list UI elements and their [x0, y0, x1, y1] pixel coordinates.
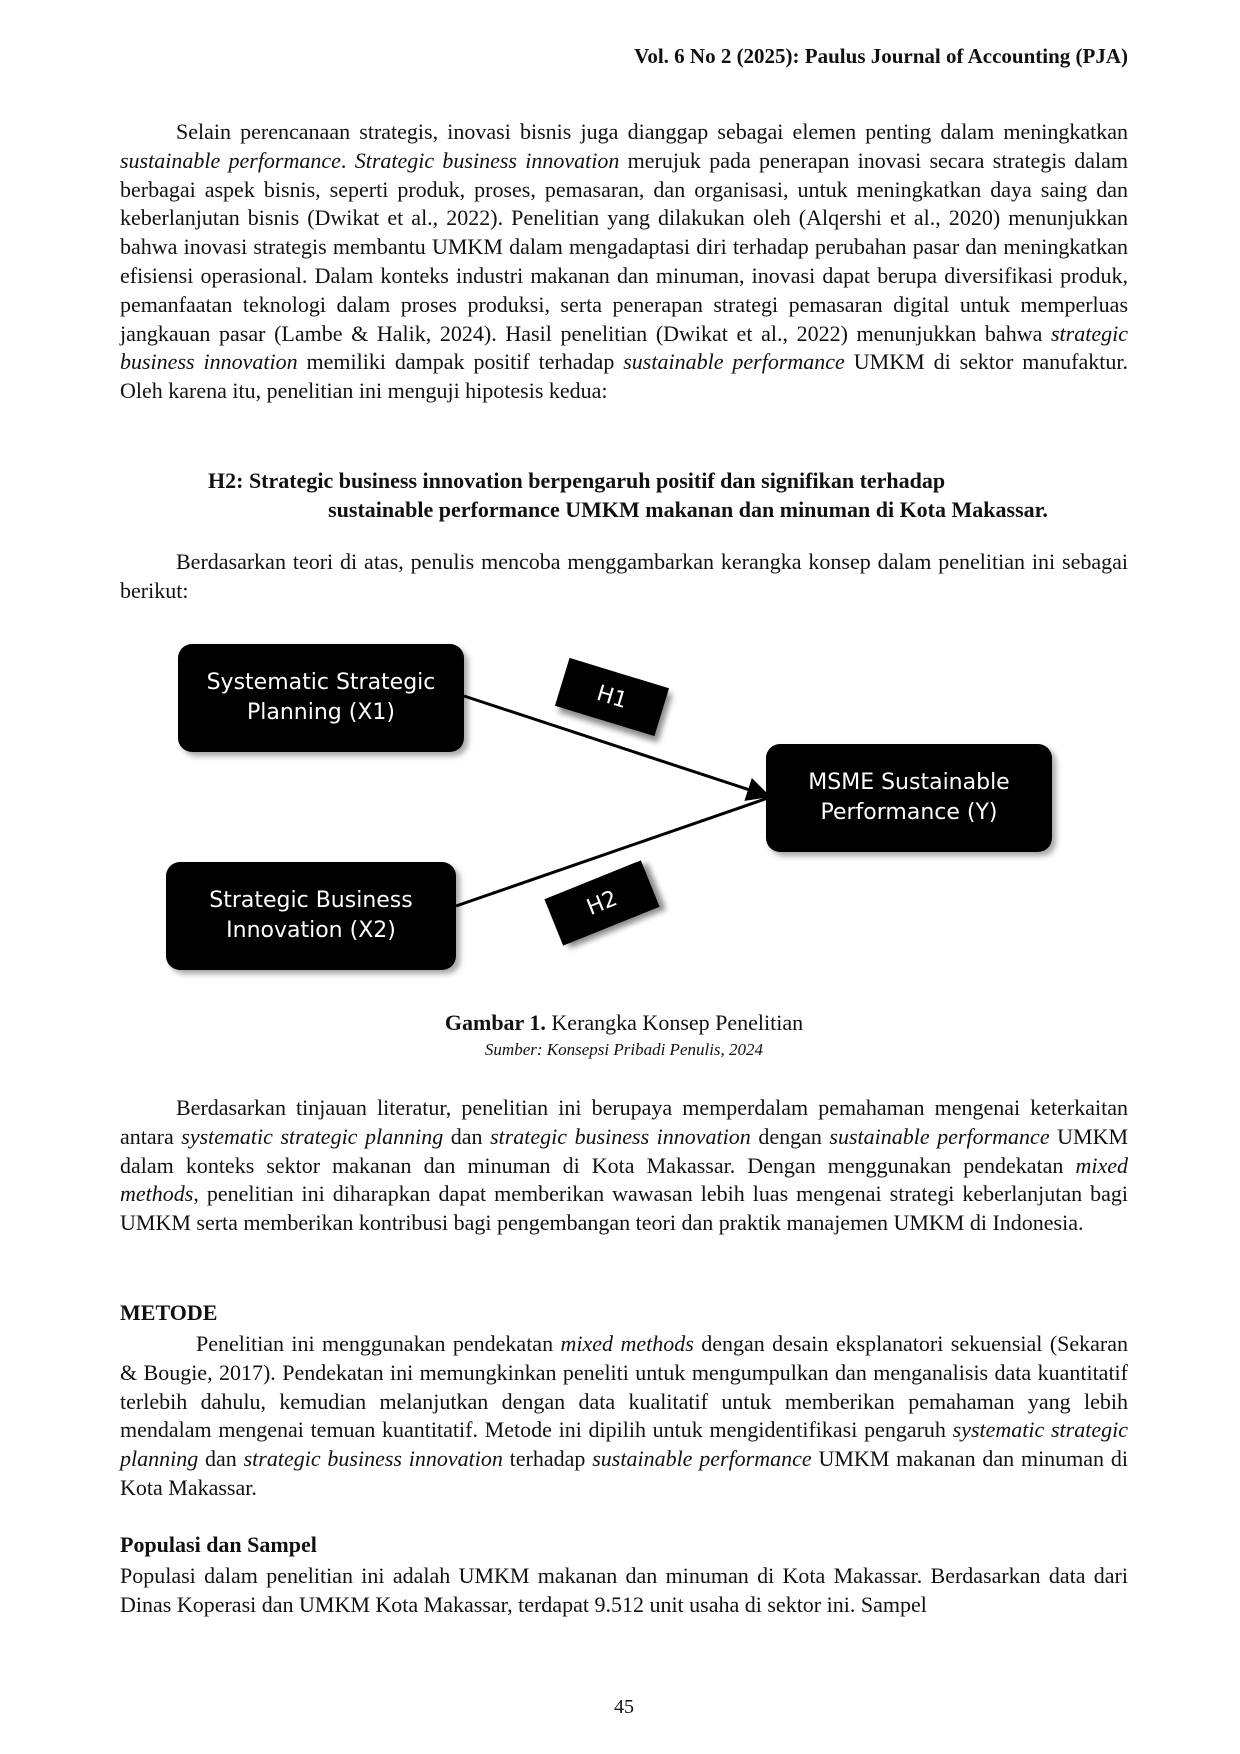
- text-run: UMKM di sektor manufaktur. Oleh karena itu, penelitian ini menguji hipotesis kedua:: [120, 349, 1128, 404]
- paragraph-framework-intro: [120, 548, 1128, 606]
- box-x1-label: Systematic Strategic Planning (X1): [206, 670, 436, 725]
- box-x2-label: Strategic Business Innovation (X2): [209, 888, 413, 943]
- italic-term: strategic business innovation: [490, 1123, 751, 1149]
- conceptual-framework-diagram: [120, 626, 1128, 986]
- italic-term: sustainable performance: [829, 1123, 1050, 1149]
- italic-term: systematic strategic planning: [181, 1123, 444, 1149]
- text-run: , penelitian ini diharapkan dapat memberikan wawasan lebih luas mengenai strategi keberlanjutan bagi UMKM serta memberikan kontribusi bagi pengembangan teori dan praktik manajemen UMKM di Indonesia.: [120, 1181, 1128, 1236]
- paragraph-metode: [120, 1330, 1128, 1503]
- text-run: Selain perencanaan strategis, inovasi bisnis juga dianggap sebagai elemen penting dalam meningkatkan: [176, 119, 1128, 144]
- paragraph-populasi: [120, 1562, 1128, 1620]
- paper-page: [120, 0, 1128, 1754]
- italic-term: Strategic business innovation: [354, 147, 620, 173]
- section-heading-populasi: Populasi dan Sampel: [120, 1532, 317, 1557]
- tag-h2: H2: [544, 860, 659, 945]
- text-run: memiliki dampak positif terhadap: [297, 349, 624, 375]
- text-run: dengan desain eksplanatori sekuensial (Sekaran & Bougie, 2017). Pendekatan ini memungkinkan peneliti untuk mengumpulkan dan menganalisis data kuantitatif terlebih dahulu, kemudian melanjutkan dengan data kualitatif untuk memberikan pemahaman yang lebih mendalam mengenai temuan kuantitatif. Metode ini dipilih untuk mengidentifikasi pengaruh: [120, 1331, 1129, 1443]
- text-run: .: [340, 147, 355, 173]
- box-x1: [178, 644, 464, 752]
- paragraph-text: [120, 1330, 1128, 1503]
- text-run: Berdasarkan tinjauan literatur, penelitian ini berupaya memperdalam pemahaman mengenai keterkaitan antara: [120, 1095, 1128, 1149]
- hypothesis-line-2: sustainable performance UMKM makanan dan minuman di Kota Makassar.: [328, 497, 1048, 522]
- hypothesis-h2: [208, 466, 1128, 524]
- text-run: UMKM makanan dan minuman di Kota Makassar.: [120, 1446, 1128, 1500]
- italic-term: mixed methods: [560, 1331, 694, 1356]
- text-run: Populasi dalam penelitian ini adalah UMKM makanan dan minuman di Kota Makassar. Berdasarkan data dari Dinas Koperasi dan UMKM Kota Makassar, terdapat 9.512 unit usaha di sektor ini. Sampel: [120, 1563, 1128, 1617]
- text-run: Berdasarkan teori di atas, penulis mencoba menggambarkan kerangka konsep dalam penelitian ini sebagai berikut:: [120, 549, 1128, 603]
- text-run: dan: [198, 1446, 244, 1472]
- hypothesis-line-1: H2: Strategic business innovation berpengaruh positif dan signifikan terhadap: [208, 468, 946, 493]
- italic-term: mixed methods: [120, 1152, 1128, 1207]
- text-run: dan: [443, 1123, 491, 1149]
- italic-term: sustainable performance: [592, 1446, 812, 1472]
- italic-term: sustainable performance: [120, 147, 341, 173]
- box-x2: [166, 862, 456, 970]
- caption-label: Gambar 1.: [444, 1010, 546, 1035]
- italic-term: sustainable performance: [623, 349, 845, 375]
- italic-term: strategic business innovation: [243, 1446, 503, 1472]
- paragraph-text: [120, 1094, 1128, 1238]
- section-heading-metode: METODE: [120, 1300, 218, 1325]
- italic-term: strategic business innovation: [120, 320, 1128, 375]
- page-number: 45: [614, 1696, 634, 1718]
- tag-h1: H1: [555, 658, 669, 736]
- paragraph-innovation: [120, 118, 1128, 406]
- paragraph-text: [120, 548, 1128, 606]
- box-y: [766, 744, 1052, 852]
- italic-term: systematic strategic planning: [120, 1417, 1128, 1472]
- paragraph-text: [120, 1562, 1128, 1620]
- text-run: UMKM dalam konteks sektor makanan dan minuman di Kota Makassar. Dengan menggunakan pendekatan: [120, 1123, 1129, 1178]
- figure-caption: [120, 1010, 1128, 1036]
- text-run: terhadap: [502, 1446, 593, 1472]
- text-run: dengan: [750, 1123, 830, 1149]
- text-run: Penelitian ini menggunakan pendekatan: [196, 1331, 561, 1356]
- paragraph-literature: [120, 1094, 1128, 1238]
- text-run: merujuk pada penerapan inovasi secara strategis dalam berbagai aspek bisnis, seperti produk, proses, pemasaran, dan organisasi, untuk meningkatkan daya saing dan keberlanjutan bisnis (Dwikat et al., 2022). Penelitian yang dilakukan oleh (Alqershi et al., 2020) menunjukkan bahwa inovasi strategis membantu UMKM dalam mengadaptasi diri terhadap perubahan pasar dan meningkatkan efisiensi operasional. Dalam konteks industri makanan dan minuman, inovasi dapat berupa diversifikasi produk, pemanfaatan teknologi dalam proses produksi, serta penerapan strategi pemasaran digital untuk memperluas jangkauan pasar (Lambe & Halik, 2024). Hasil penelitian (Dwikat et al., 2022) menunjukkan bahwa: [120, 147, 1129, 346]
- running-header: Vol. 6 No 2 (2025): Paulus Journal of Accounting (PJA): [634, 44, 1128, 68]
- caption-text: Kerangka Konsep Penelitian: [545, 1010, 804, 1035]
- paragraph-text: [120, 118, 1128, 406]
- figure-source: Sumber: Konsepsi Pribadi Penulis, 2024: [484, 1040, 764, 1059]
- box-y-label: MSME Sustainable Performance (Y): [808, 770, 1010, 825]
